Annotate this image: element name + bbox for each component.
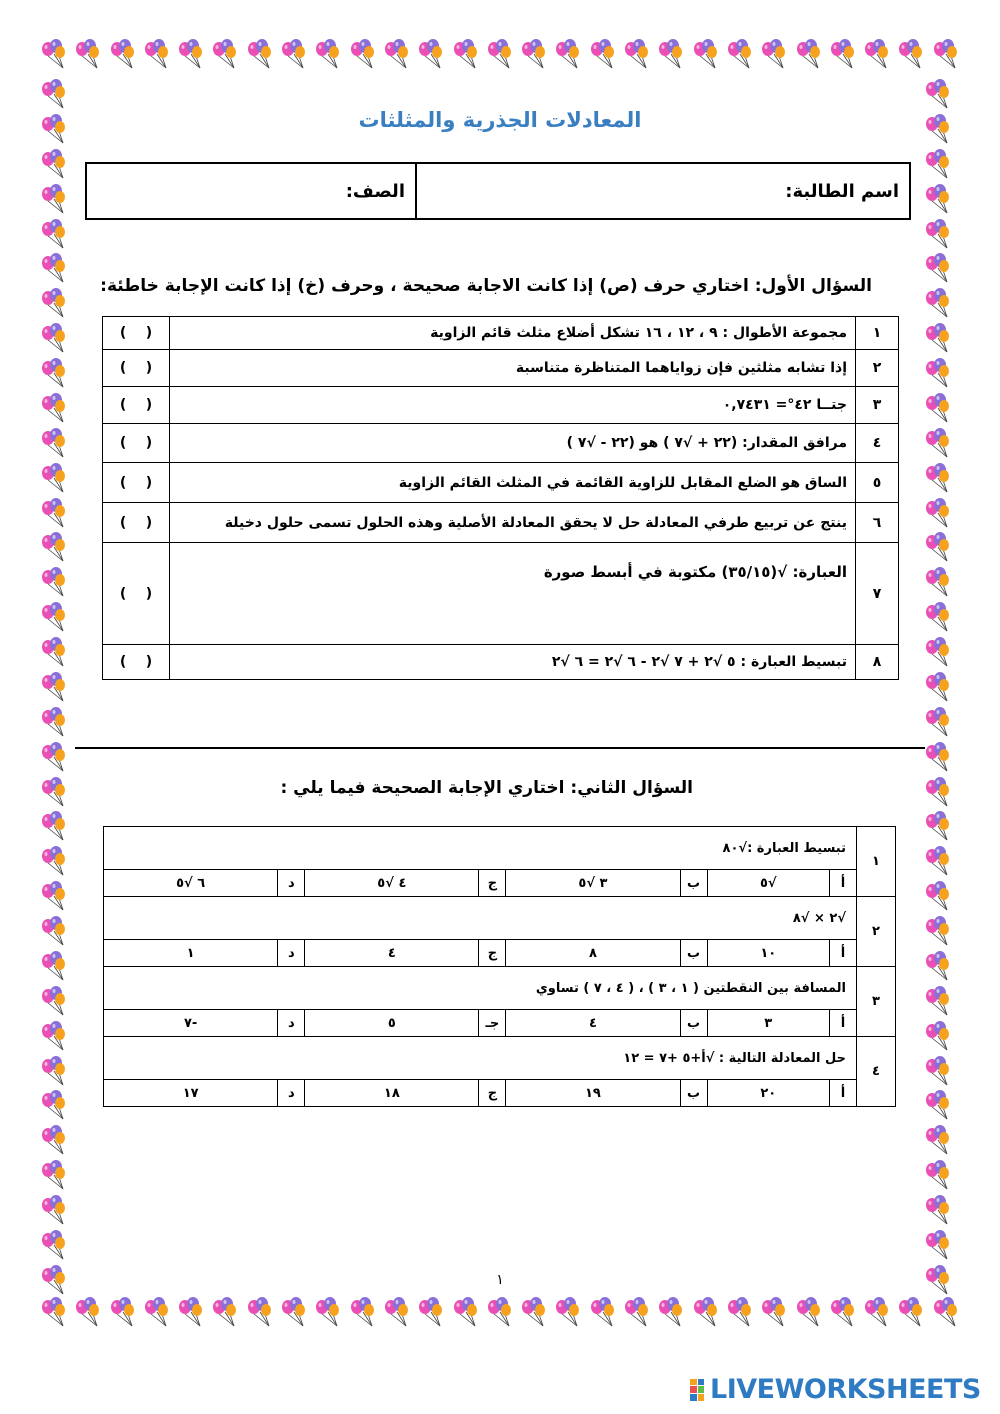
balloon-icon: [38, 218, 70, 250]
balloon-icon: [922, 566, 954, 598]
balloon-icon: [38, 1229, 70, 1261]
balloon-icon: [861, 1296, 893, 1328]
balloon-icon: [244, 1296, 276, 1328]
option-letter: أ: [830, 1010, 857, 1037]
balloon-icon: [922, 741, 954, 773]
balloon-icon: [922, 601, 954, 633]
answer-blank[interactable]: ( ): [103, 350, 170, 387]
answer-blank[interactable]: ( ): [103, 463, 170, 503]
table-row: [103, 645, 899, 680]
answer-blank[interactable]: ( ): [103, 645, 170, 680]
balloon-icon: [724, 1296, 756, 1328]
student-info-box: [85, 162, 911, 220]
logo-text: LIVEWORKSHEETS: [710, 1374, 981, 1405]
balloon-icon: [38, 1089, 70, 1121]
question-text: حل المعادلة التالية : √أ+٥ +٧ = ١٢: [104, 1037, 857, 1080]
table-row: [103, 463, 899, 503]
statement-text: تبسيط العبارة : ٥ √٢ + ٧ √٢ - ٦ √٢ = ٦ √٢: [170, 645, 856, 680]
option-choice[interactable]: ٨: [506, 940, 680, 967]
balloon-icon: [922, 1020, 954, 1052]
multiple-choice-table: [103, 826, 896, 1107]
balloon-icon: [484, 1296, 516, 1328]
balloon-icon: [347, 1296, 379, 1328]
balloon-icon: [141, 1296, 173, 1328]
balloon-icon: [922, 915, 954, 947]
balloon-icon: [38, 252, 70, 284]
option-choice[interactable]: ١٧: [104, 1080, 278, 1107]
balloon-icon: [209, 1296, 241, 1328]
balloon-icon: [175, 1296, 207, 1328]
logo-mark-icon: [690, 1379, 704, 1401]
question-row: [104, 1037, 896, 1080]
balloon-icon: [922, 183, 954, 215]
balloon-icon: [758, 38, 790, 70]
balloon-icon: [107, 1296, 139, 1328]
balloon-icon: [72, 38, 104, 70]
balloon-icon: [38, 462, 70, 494]
option-letter: أ: [830, 870, 857, 897]
balloon-icon: [38, 357, 70, 389]
row-number: ٦: [856, 503, 899, 543]
option-choice[interactable]: ٢٠: [707, 1080, 830, 1107]
option-choice[interactable]: ٦ √٥: [104, 870, 278, 897]
option-letter: أ: [830, 1080, 857, 1107]
balloon-icon: [38, 322, 70, 354]
balloon-icon: [107, 38, 139, 70]
balloon-icon: [38, 706, 70, 738]
question-text: تبسيط العبارة :√٨٠: [104, 827, 857, 870]
option-letter: ب: [680, 1010, 707, 1037]
balloon-icon: [922, 462, 954, 494]
balloon-icon: [175, 38, 207, 70]
balloon-icon: [922, 1229, 954, 1261]
balloon-icon: [38, 880, 70, 912]
balloon-icon: [312, 38, 344, 70]
option-choice[interactable]: ١: [104, 940, 278, 967]
option-letter: د: [278, 1080, 305, 1107]
balloon-icon: [552, 38, 584, 70]
balloon-icon: [38, 287, 70, 319]
answer-blank[interactable]: ( ): [103, 543, 170, 645]
option-letter: أ: [830, 940, 857, 967]
options-row: [104, 1080, 896, 1107]
question-1-heading: السؤال الأول: اختاري حرف (ص) إذا كانت الاجابة صحيحة ، وحرف (خ) إذا كانت الإجابة خاطئة:: [100, 276, 872, 296]
option-letter: ب: [680, 870, 707, 897]
balloon-icon: [724, 38, 756, 70]
balloon-icon: [922, 252, 954, 284]
balloon-icon: [209, 38, 241, 70]
table-row: [103, 424, 899, 463]
balloon-icon: [793, 38, 825, 70]
balloon-icon: [922, 322, 954, 354]
table-row: [103, 317, 899, 350]
balloon-icon: [621, 38, 653, 70]
balloon-icon: [922, 1055, 954, 1087]
question-number: ٤: [857, 1037, 896, 1107]
option-choice[interactable]: ٤ √٥: [305, 870, 479, 897]
balloon-icon: [690, 38, 722, 70]
balloon-icon: [895, 1296, 927, 1328]
row-number: ٥: [856, 463, 899, 503]
answer-blank[interactable]: ( ): [103, 424, 170, 463]
question-row: [104, 827, 896, 870]
table-row: [103, 387, 899, 424]
balloon-icon: [922, 950, 954, 982]
balloon-icon: [38, 776, 70, 808]
balloon-icon: [381, 1296, 413, 1328]
question-text: المسافة بين النقطتين ( ١ ، ٣ ) ، ( ٤ ، ٧ ) تساوي: [104, 967, 857, 1010]
balloon-icon: [278, 1296, 310, 1328]
balloon-icon: [141, 38, 173, 70]
balloon-border-left: [38, 78, 78, 1296]
balloon-icon: [758, 1296, 790, 1328]
balloon-icon: [930, 1296, 962, 1328]
balloon-icon: [922, 671, 954, 703]
balloon-icon: [38, 741, 70, 773]
question-2-heading: السؤال الثاني: اختاري الإجابة الصحيحة فيما يلي :: [280, 778, 693, 798]
balloon-icon: [38, 531, 70, 563]
balloon-icon: [922, 78, 954, 110]
balloon-icon: [895, 38, 927, 70]
balloon-icon: [38, 497, 70, 529]
balloon-icon: [922, 880, 954, 912]
row-number: ٣: [856, 387, 899, 424]
row-number: ٨: [856, 645, 899, 680]
student-name-field[interactable]: اسم الطالبة:: [415, 164, 909, 218]
balloon-icon: [38, 1020, 70, 1052]
balloon-icon: [38, 601, 70, 633]
balloon-border-top: [38, 38, 962, 78]
section-divider: [75, 747, 925, 749]
worksheet-title: المعادلات الجذرية والمثلثات: [358, 108, 642, 132]
balloon-icon: [38, 1055, 70, 1087]
answer-blank[interactable]: ( ): [103, 317, 170, 350]
balloon-icon: [922, 845, 954, 877]
statement-text: مرافق المقدار: (٢٢ + √٧ ) هو (٢٢ - √٧ ): [170, 424, 856, 463]
balloon-icon: [450, 38, 482, 70]
balloon-icon: [415, 38, 447, 70]
balloon-icon: [38, 985, 70, 1017]
statement-text: مجموعة الأطوال : ٩ ، ١٢ ، ١٦ تشكل أضلاع مثلث قائم الزاوية: [170, 317, 856, 350]
balloon-icon: [922, 357, 954, 389]
option-choice[interactable]: ١٨: [305, 1080, 479, 1107]
balloon-icon: [38, 148, 70, 180]
row-number: ٢: [856, 350, 899, 387]
balloon-icon: [38, 915, 70, 947]
answer-blank[interactable]: ( ): [103, 503, 170, 543]
option-letter: د: [278, 940, 305, 967]
balloon-icon: [415, 1296, 447, 1328]
table-row: [103, 543, 899, 645]
table-row: [103, 350, 899, 387]
statement-text: العبارة: √(٣٥/١٥) مكتوبة في أبسط صورة: [170, 543, 856, 645]
balloon-icon: [518, 1296, 550, 1328]
table-row: [103, 503, 899, 543]
balloon-icon: [38, 78, 70, 110]
balloon-icon: [922, 392, 954, 424]
balloon-icon: [922, 1159, 954, 1191]
balloon-icon: [655, 1296, 687, 1328]
question-text: √٢ × √٨: [104, 897, 857, 940]
row-number: ١: [856, 317, 899, 350]
option-choice[interactable]: ٣ √٥: [506, 870, 680, 897]
balloon-icon: [38, 671, 70, 703]
option-choice[interactable]: -٧: [104, 1010, 278, 1037]
balloon-icon: [38, 427, 70, 459]
student-class-field[interactable]: الصف:: [345, 180, 405, 202]
balloon-icon: [827, 1296, 859, 1328]
question-number: ٢: [857, 897, 896, 967]
balloon-icon: [861, 38, 893, 70]
option-choice[interactable]: √٥: [707, 870, 830, 897]
option-choice[interactable]: ١٩: [506, 1080, 680, 1107]
balloon-icon: [484, 38, 516, 70]
statement-text: جتــا ٤٢°= ٠,٧٤٣١: [170, 387, 856, 424]
balloon-icon: [278, 38, 310, 70]
options-row: [104, 1010, 896, 1037]
question-row: [104, 967, 896, 1010]
balloon-border-bottom: [38, 1296, 962, 1336]
balloon-icon: [587, 1296, 619, 1328]
balloon-icon: [38, 183, 70, 215]
balloon-icon: [518, 38, 550, 70]
option-choice[interactable]: ١٠: [707, 940, 830, 967]
balloon-icon: [930, 38, 962, 70]
balloon-icon: [655, 38, 687, 70]
liveworksheets-logo[interactable]: [690, 1374, 981, 1405]
question-number: ١: [857, 827, 896, 897]
balloon-icon: [922, 427, 954, 459]
balloon-icon: [347, 38, 379, 70]
balloon-icon: [793, 1296, 825, 1328]
balloon-icon: [922, 776, 954, 808]
balloon-border-right: [922, 78, 962, 1296]
balloon-icon: [922, 706, 954, 738]
balloon-icon: [38, 392, 70, 424]
balloon-icon: [922, 1194, 954, 1226]
balloon-icon: [690, 1296, 722, 1328]
balloon-icon: [38, 845, 70, 877]
option-letter: ب: [680, 1080, 707, 1107]
balloon-icon: [38, 1296, 70, 1328]
balloon-icon: [922, 287, 954, 319]
balloon-icon: [552, 1296, 584, 1328]
balloon-icon: [587, 38, 619, 70]
row-number: ٤: [856, 424, 899, 463]
question-number: ٣: [857, 967, 896, 1037]
option-letter: ب: [680, 940, 707, 967]
option-choice[interactable]: ٣: [707, 1010, 830, 1037]
balloon-icon: [38, 1194, 70, 1226]
option-letter: جـ: [479, 1010, 506, 1037]
balloon-icon: [38, 1159, 70, 1191]
option-letter: ج: [479, 870, 506, 897]
balloon-icon: [38, 810, 70, 842]
balloon-icon: [38, 950, 70, 982]
balloon-icon: [381, 38, 413, 70]
option-choice[interactable]: ٤: [506, 1010, 680, 1037]
question-row: [104, 897, 896, 940]
balloon-icon: [38, 1124, 70, 1156]
option-letter: د: [278, 1010, 305, 1037]
option-letter: د: [278, 870, 305, 897]
balloon-icon: [38, 636, 70, 668]
balloon-icon: [922, 148, 954, 180]
option-choice[interactable]: ٤: [305, 940, 479, 967]
page-number: ١: [496, 1272, 504, 1288]
true-false-table: [102, 316, 899, 680]
balloon-icon: [922, 531, 954, 563]
balloon-icon: [450, 1296, 482, 1328]
options-row: [104, 870, 896, 897]
balloon-icon: [922, 497, 954, 529]
balloon-icon: [244, 38, 276, 70]
balloon-icon: [922, 218, 954, 250]
option-letter: ج: [479, 940, 506, 967]
option-choice[interactable]: ٥: [305, 1010, 479, 1037]
balloon-icon: [827, 38, 859, 70]
statement-text: الساق هو الضلع المقابل للزاوية القائمة في المثلث القائم الزاوية: [170, 463, 856, 503]
row-number: ٧: [856, 543, 899, 645]
balloon-icon: [922, 985, 954, 1017]
statement-text: إذا تشابه مثلثين فإن زواياهما المتناظرة متناسبة: [170, 350, 856, 387]
option-letter: ج: [479, 1080, 506, 1107]
statement-text: ينتج عن تربيع طرفي المعادلة حل لا يحقق المعادلة الأصلية وهذه الحلول تسمى حلول دخيلة: [170, 503, 856, 543]
balloon-icon: [922, 636, 954, 668]
balloon-icon: [922, 1089, 954, 1121]
balloon-icon: [312, 1296, 344, 1328]
balloon-icon: [922, 1124, 954, 1156]
balloon-icon: [922, 810, 954, 842]
balloon-icon: [38, 566, 70, 598]
balloon-icon: [38, 38, 70, 70]
options-row: [104, 940, 896, 967]
balloon-icon: [72, 1296, 104, 1328]
balloon-icon: [621, 1296, 653, 1328]
answer-blank[interactable]: ( ): [103, 387, 170, 424]
